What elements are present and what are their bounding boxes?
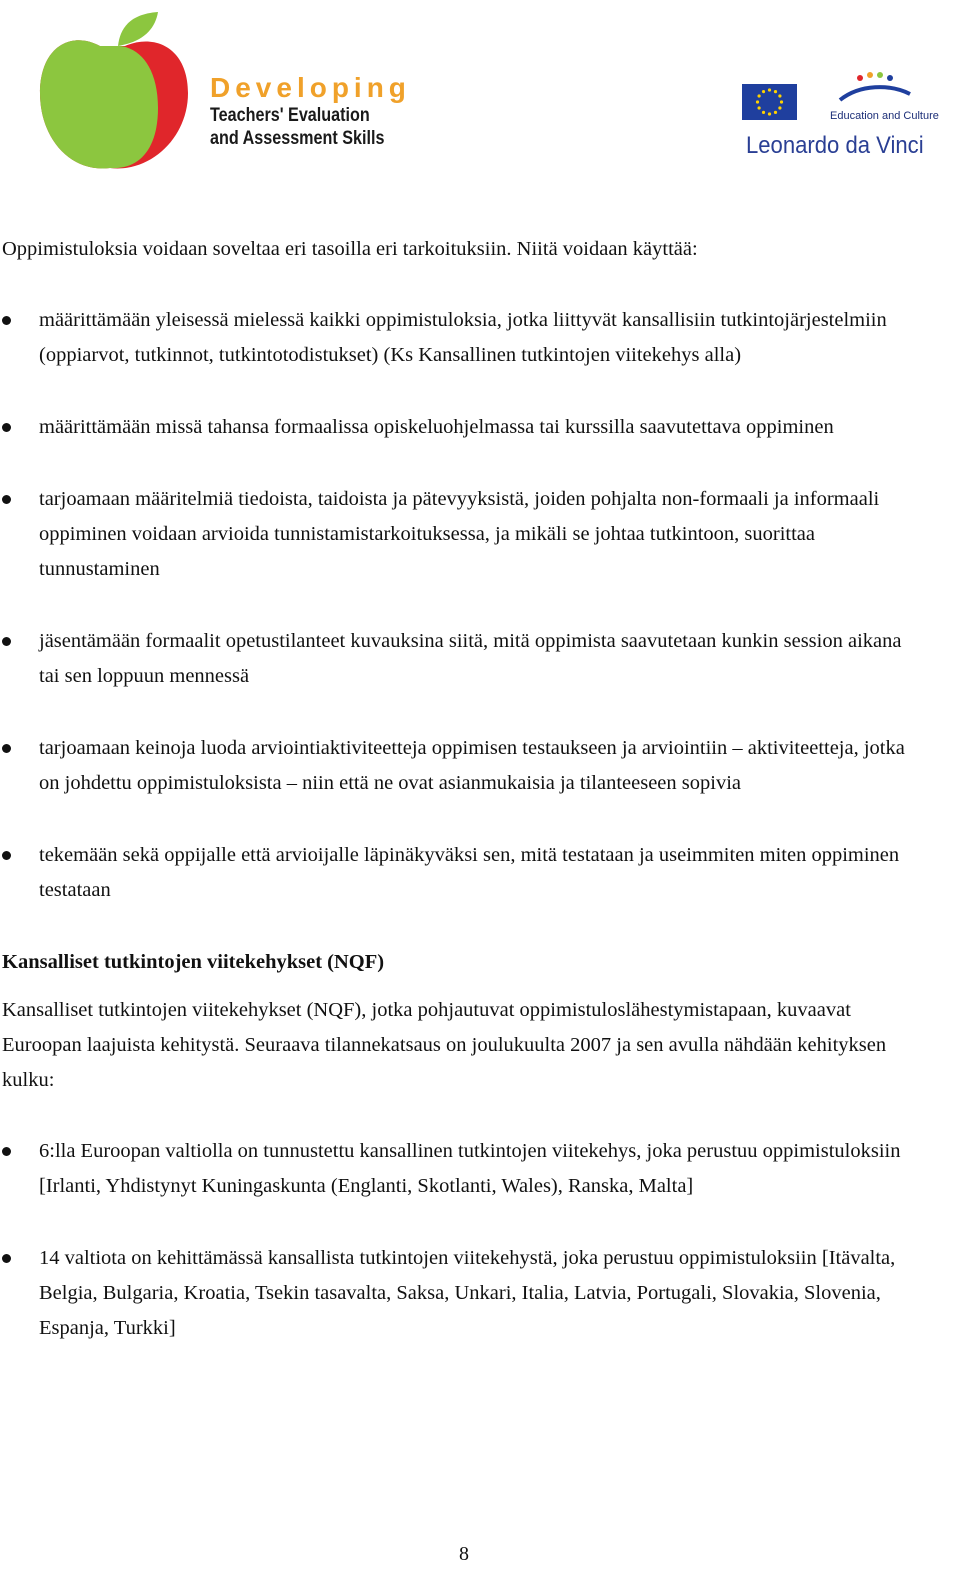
partner-subtitle: Education and Culture	[830, 110, 939, 122]
apple-icon	[30, 8, 200, 183]
bullet-icon	[2, 423, 11, 432]
project-logo	[30, 8, 411, 183]
bullet-icon	[2, 495, 11, 504]
list-item-text: tarjoamaan määritelmiä tiedoista, taidoista ja pätevyyksistä, joiden pohjalta non-formaali ja informaali oppiminen voidaan arvioida tunnistamistarkoituksessa, ja mikäli se johtaa tutkintoon, suorittaa tunnustaminen	[39, 488, 880, 580]
logo-subtitle-2: and Assessment Skills	[210, 128, 385, 149]
intro-paragraph: Oppimistuloksia voidaan soveltaa eri tasoilla eri tarkoituksiin. Niitä voidaan käyttää:	[2, 238, 698, 260]
list-item-text: 14 valtiota on kehittämässä kansallista tutkintojen viitekehystä, joka perustuu oppimistuloksiin [Itävalta, Belgia, Bulgaria, Kroatia, Tsekin tasavalta, Saksa, Unkari, Italia, Latvia, Portugali, Slovakia, Slovenia, Espanja, Turkki]	[39, 1247, 896, 1339]
document-body	[2, 232, 922, 1383]
bullet-icon	[2, 1254, 11, 1263]
project-logo-text	[210, 74, 415, 148]
list-item	[2, 624, 922, 694]
education-culture-icon	[830, 70, 920, 106]
page-number: 8	[459, 1543, 469, 1565]
list-item-text: 6:lla Euroopan valtiolla on tunnustettu kansallinen tutkintojen viitekehys, joka perustuu oppimistuloksiin [Irlanti, Yhdistynyt Kuningaskunta (Englanti, Skotlanti, Wales), Ranska, Malta]	[39, 1140, 901, 1197]
bullet-icon	[2, 637, 11, 646]
list-item	[2, 410, 922, 445]
bullet-icon	[2, 316, 11, 325]
list-item	[2, 482, 922, 587]
list-item-text: tekemään sekä oppijalle että arvioijalle läpinäkyväksi sen, mitä testataan ja useimmiten miten oppiminen testataan	[39, 844, 900, 901]
bullet-icon	[2, 744, 11, 753]
list-item	[2, 731, 922, 801]
partner-logo	[742, 70, 957, 165]
logo-title: Developing	[210, 72, 411, 103]
list-item-text: määrittämään yleisessä mielessä kaikki oppimistuloksia, jotka liittyvät kansallisiin tutkintojärjestelmiin (oppiarvot, tutkinnot, tutkintotodistukset) (Ks Kansallinen tutkintojen viitekehys alla)	[39, 309, 887, 366]
list-item	[2, 838, 922, 908]
list-item-text: tarjoamaan keinoja luoda arviointiaktiviteetteja oppimisen testaukseen ja arviointiin – aktiviteetteja, jotka on johdettu oppimistuloksista – niin että ne ovat asianmukaisia ja tilanteeseen sopivia	[39, 737, 905, 794]
list-item-text: jäsentämään formaalit opetustilanteet kuvauksina siitä, mitä oppimista saavutetaan kunkin session aikana tai sen loppuun mennessä	[39, 630, 902, 687]
list-item	[2, 303, 922, 373]
bullet-icon	[2, 851, 11, 860]
list-item-text: määrittämään missä tahansa formaalissa opiskeluohjelmassa tai kurssilla saavutettava oppiminen	[39, 416, 834, 438]
list-item	[2, 1241, 922, 1346]
section-heading: Kansalliset tutkintojen viitekehykset (NQF)	[2, 951, 385, 973]
eu-flag-icon	[742, 84, 797, 120]
logo-subtitle-1: Teachers' Evaluation	[210, 105, 370, 126]
nqf-status-list	[2, 1134, 922, 1346]
partner-title: Leonardo da Vinci	[746, 132, 924, 159]
bullet-icon	[2, 1147, 11, 1156]
usage-list	[2, 303, 922, 908]
nqf-paragraph: Kansalliset tutkintojen viitekehykset (NQF), jotka pohjautuvat oppimistuloslähestymistapaan, kuvaavat Euroopan laajuista kehitystä. Seuraava tilannekatsaus on joulukuulta 2007 ja sen avulla nähdään kehityksen kulku:	[2, 999, 887, 1091]
list-item	[2, 1134, 922, 1204]
page-header	[0, 0, 960, 190]
